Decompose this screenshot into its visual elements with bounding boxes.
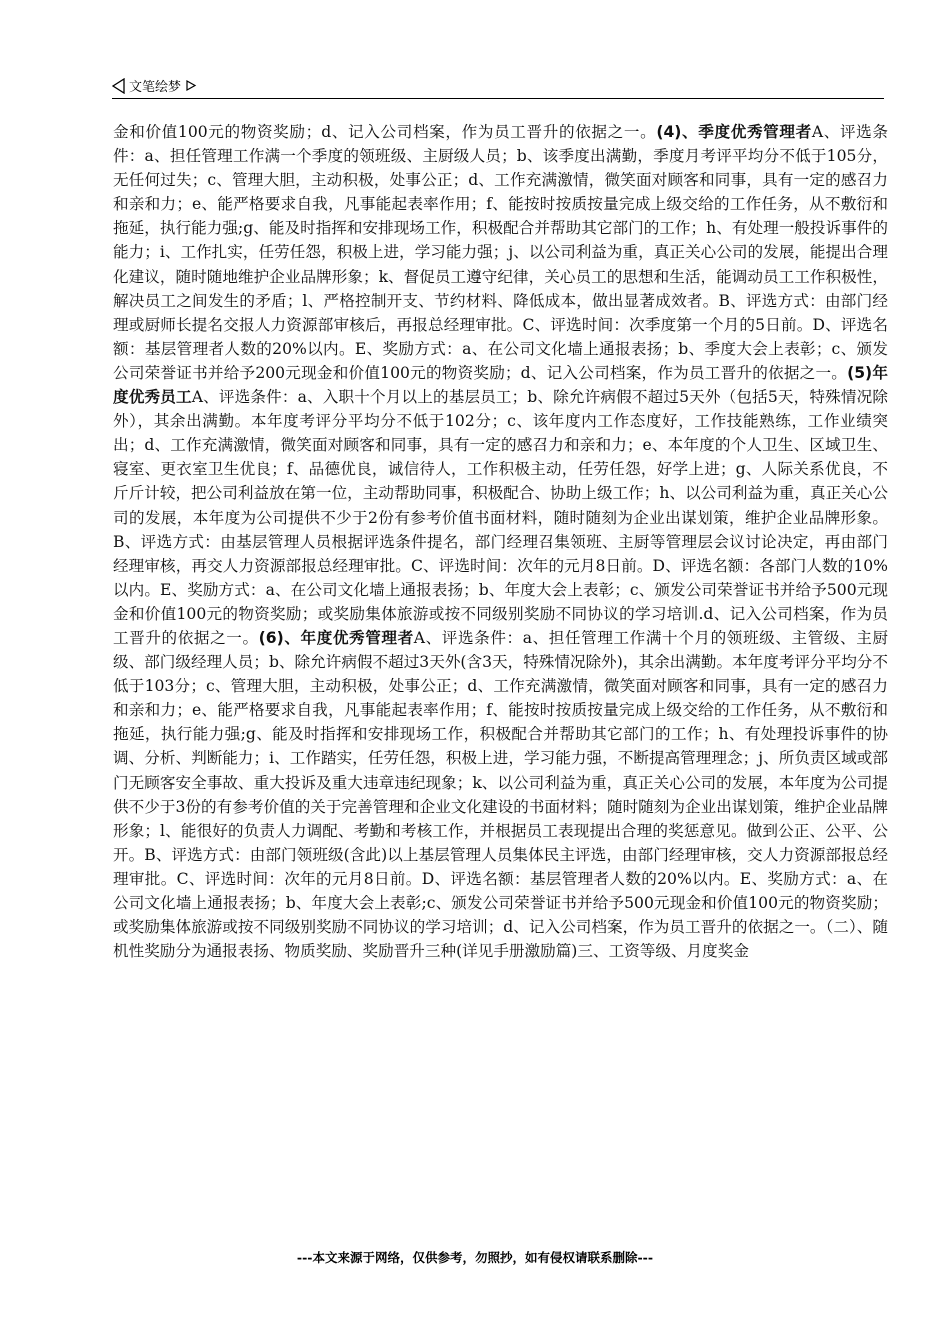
header-brand-text: 文笔绘梦 bbox=[129, 80, 182, 95]
triangle-left-icon bbox=[112, 78, 126, 94]
footer-notice: ---本文来源于网络，仅供参考，勿照抄，如有侵权请联系删除--- bbox=[296, 1250, 654, 1265]
paragraph-1: 金和价值100元的物资奖励；d、记入公司档案，作为员工晋升的依据之一。 bbox=[113, 123, 657, 141]
triangle-right-icon bbox=[184, 78, 198, 94]
paragraph-4: A、评选条件：a、担任管理工作满十个月的领班级、主管级、主厨级、部门级经理人员；b、除允许病假不超过3天外(含3天，特殊情况除外)，其余出满勤。本年度考评分平均分不低于103分；c、管理大胆，主动积极，处事公正；d、工作充满激情，微笑面对顾客和同事，具有一定的感召力和亲和力；e、能严格要求自我，凡事能起表率作用；f、能按时按质按量完成上级交给的工作任务，从不敷衍和拖延，执行能力强;g、能及时指挥和安排现场工作，积极配合并帮助其它部门的工作；h、有处理投诉事件的协调、分析、判断能力；i、工作踏实，任劳任怨，积极上进，学习能力强，不断提高管理理念；j、所负责区域或部门无顾客安全事故、重大投诉及重大违章违纪现象；k、以公司利益为重，真正关心公司的发展，本年度为公司提供不少于3份的有参考价值的关于完善管理和企业文化建设的书面材料；随时随刻为企业出谋划策，维护企业品牌形象；l、能很好的负责人力调配、考勤和考核工作，并根据员工表现提出合理的奖惩意见。做到公正、公平、公开。B、评选方式：由部门领班级(含此)以上基层管理人员集体民主评选，由部门经理审核，交人力资源部报总经理审批。C、评选时间：次年的元月8日前。D、评选名额：基层管理者人数的20%以内。E、奖励方式：a、在公司文化墙上通报表扬；b、年度大会上表彰;c、颁发公司荣誉证书并给予500元现金和价值100元的物资奖励；或奖励集体旅游或按不同级别奖励不同协议的学习培训；d、记入公司档案，作为员工晋升的依据之一。（二）、随机性奖励分为通报表扬、物质奖励、奖励晋升三种(详见手册激励篇)三、工资等级、月度奖金 bbox=[113, 628, 888, 961]
paragraph-2: A、评选条件：a、担任管理工作满一个季度的领班级、主厨级人员；b、该季度出满勤，季度月考评平均分不低于105分，无任何过失；c、管理大胆，主动积极，处事公正；d、工作充满激情，微笑面对顾客和同事，具有一定的感召力和亲和力；e、能严格要求自我，凡事能起表率作用；f、能按时按质按量完成上级交给的工作任务，从不敷衍和拖延，执行能力强;g、能及时指挥和安排现场工作，积极配合并帮助其它部门的工作；h、有处理一般投诉事件的能力；i、工作扎实，任劳任怨，积极上进，学习能力强；j、以公司利益为重，真正关心公司的发展，能提出合理化建议，随时随地维护企业品牌形象；k、督促员工遵守纪律，关心员工的思想和生活，能调动员工工作积极性，解决员工之间发生的矛盾；l、严格控制开支、节约材料、降低成本，做出显著成效者。B、评选方式：由部门经理或厨师长提名交报人力资源部审核后，再报总经理审批。C、评选时间：次季度第一个月的5日前。D、评选名额：基层管理者人数的20%以内。E、奖励方式：a、在公司文化墙上通报表扬；b、季度大会上表彰；c、颁发公司荣誉证书并给予200元现金和价值100元的物资奖励；d、记入公司档案，作为员工晋升的依据之一。 bbox=[113, 123, 888, 382]
heading-annual-manager: (6)、年度优秀管理者 bbox=[258, 628, 414, 647]
paragraph-3: A、评选条件：a、入职十个月以上的基层员工；b、除允许病假不超过5天外（包括5天，特殊情况除外），其余出满勤。本年度考评分平均分不低于102分；c、该年度内工作态度好，工作技能熟练，工作业绩突出；d、工作充满激情，微笑面对顾客和同事，具有一定的感召力和亲和力；e、本年度的个人卫生、区域卫生、寝室、更衣室卫生优良；f、品德优良，诚信待人，工作积极主动，任劳任怨，好学上进；g、人际关系优良，不斤斤计较，把公司利益放在第一位，主动帮助同事，积极配合、协助上级工作；h、以公司利益为重，真正关心公司的发展，本年度为公司提供不少于2份有参考价值书面材料，随时随刻为企业出谋划策，维护企业品牌形象。B、评选方式：由基层管理人员根据评选条件提名，部门经理召集领班、主厨等管理层会议讨论决定，再由部门经理审核，再交人力资源部报总经理审批。C、评选时间：次年的元月8日前。D、评选名额：各部门人数的10%以内。E、奖励方式：a、在公司文化墙上通报表扬；b、年度大会上表彰；c、颁发公司荣誉证书并给予500元现金和价值100元的物资奖励；或奖励集体旅游或按不同级别奖励不同协议的学习培训.d、记入公司档案，作为员工晋升的依据之一。 bbox=[113, 388, 888, 647]
body-text bbox=[113, 120, 888, 963]
page-header bbox=[112, 74, 884, 99]
heading-quarterly-manager: (4)、季度优秀管理者 bbox=[656, 123, 812, 141]
heading-annual-employee: (5)年度优秀员工 bbox=[113, 363, 888, 407]
header-brand bbox=[112, 76, 198, 95]
